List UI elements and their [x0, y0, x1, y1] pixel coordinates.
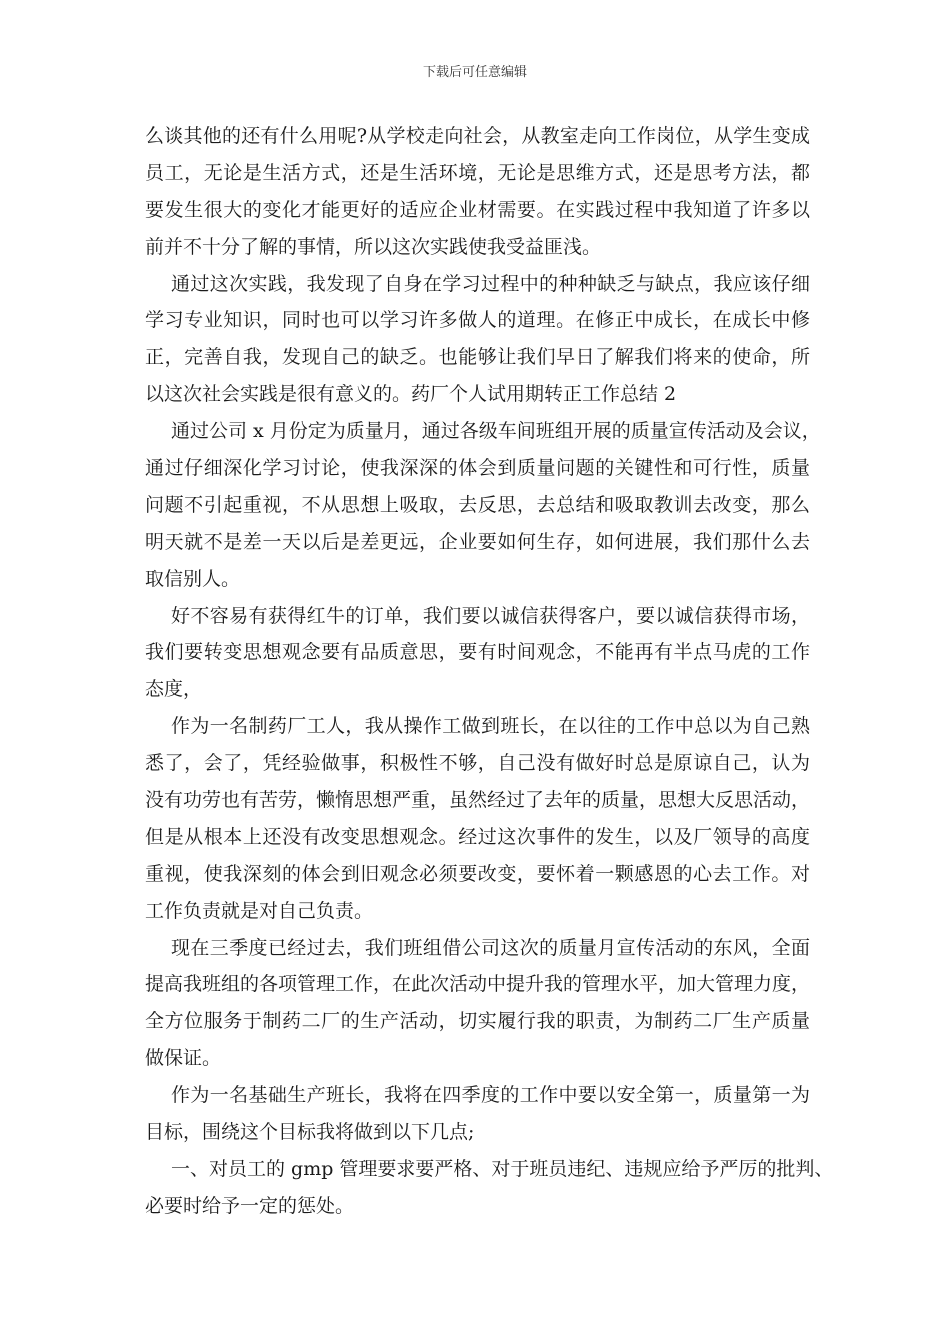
document-body: [145, 118, 834, 1225]
text-line: 员工，无论是生活方式，还是生活环境，无论是思维方式，还是思考方法，都: [145, 161, 810, 184]
text-line: 重视，使我深刻的体会到旧观念必须要改变，要怀着一颗感恩的心去工作。对: [145, 862, 810, 885]
text-line: 作为一名制药厂工人，我从操作工做到班长，在以往的工作中总以为自己熟: [171, 715, 810, 738]
page-header: 下载后可任意编辑: [422, 65, 527, 80]
text-line: 要发生很大的变化才能更好的适应企业材需要。在实践过程中我知道了许多以: [145, 198, 810, 221]
text-line: 我们要转变思想观念要有品质意思，要有时间观念，不能再有半点马虎的工作: [145, 641, 810, 664]
text-line: 好不容易有获得红牛的订单，我们要以诚信获得客户，要以诚信获得市场，: [171, 604, 810, 627]
text-line: 通过公司 x 月份定为质量月，通过各级车间班组开展的质量宣传活动及会议，: [171, 420, 821, 443]
text-line: 作为一名基础生产班长，我将在四季度的工作中要以安全第一，质量第一为: [171, 1084, 810, 1107]
paragraph: [145, 266, 810, 414]
text-line: 通过仔细深化学习讨论，使我深深的体会到质量问题的关键性和可行性，质量: [145, 457, 810, 480]
text-line: 取信别人。: [145, 567, 241, 590]
text-line: 目标，围绕这个目标我将做到以下几点;: [145, 1121, 475, 1144]
text-line: 但是从根本上还没有改变思想观念。经过这次事件的发生，以及厂领导的高度: [145, 825, 810, 848]
paragraph: [145, 413, 821, 597]
text-line: 悉了，会了，凭经验做事，积极性不够，自己没有做好时总是原谅自己，认为: [145, 752, 810, 775]
text-line: 全方位服务于制药二厂的生产活动，切实履行我的职责，为制药二厂生产质量: [145, 1010, 810, 1033]
text-line: 通过这次实践，我发现了自身在学习过程中的种种缺乏与缺点，我应该仔细: [171, 272, 810, 295]
text-line: 以这次社会实践是很有意义的。药厂个人试用期转正工作总结 2: [145, 383, 677, 406]
text-line: 做保证。: [145, 1047, 222, 1070]
paragraph: [145, 708, 810, 929]
text-line: 提高我班组的各项管理工作，在此次活动中提升我的管理水平，加大管理力度，: [145, 973, 811, 996]
text-line: 没有功劳也有苦劳，懒惰思想严重，虽然经过了去年的质量，思想大反思活动，: [145, 789, 811, 812]
text-line: 必要时给予一定的惩处。: [145, 1194, 355, 1217]
paragraph: [145, 598, 810, 709]
text-line: 学习专业知识，同时也可以学习许多做人的道理。在修正中成长，在成长中修: [145, 309, 810, 332]
text-line: 么谈其他的还有什么用呢?从学校走向社会，从教室走向工作岗位，从学生变成: [145, 125, 810, 147]
text-line: 态度，: [145, 678, 203, 701]
text-line: 正，完善自我，发现自己的缺乏。也能够让我们早日了解我们将来的使命，所: [145, 346, 810, 369]
paragraph: [145, 1151, 834, 1225]
text-line: 明天就不是差一天以后是差更远，企业要如何生存，如何进展，我们那什么去: [145, 530, 810, 553]
text-line: 工作负责就是对自己负责。: [145, 899, 374, 922]
text-line: 前并不十分了解的事情，所以这次实践使我受益匪浅。: [145, 235, 602, 258]
paragraph: [145, 930, 810, 1078]
text-line: 问题不引起重视，不从思想上吸取，去反思，去总结和吸取教训去改变，那么: [145, 493, 810, 516]
text-line: 现在三季度已经过去，我们班组借公司这次的质量月宣传活动的东风，全面: [171, 936, 810, 959]
text-line: 一、对员工的 gmp 管理要求要严格、对于班员违纪、违规应给予严厉的批判、: [171, 1157, 834, 1180]
paragraph: [145, 118, 810, 266]
paragraph: [145, 1077, 810, 1151]
